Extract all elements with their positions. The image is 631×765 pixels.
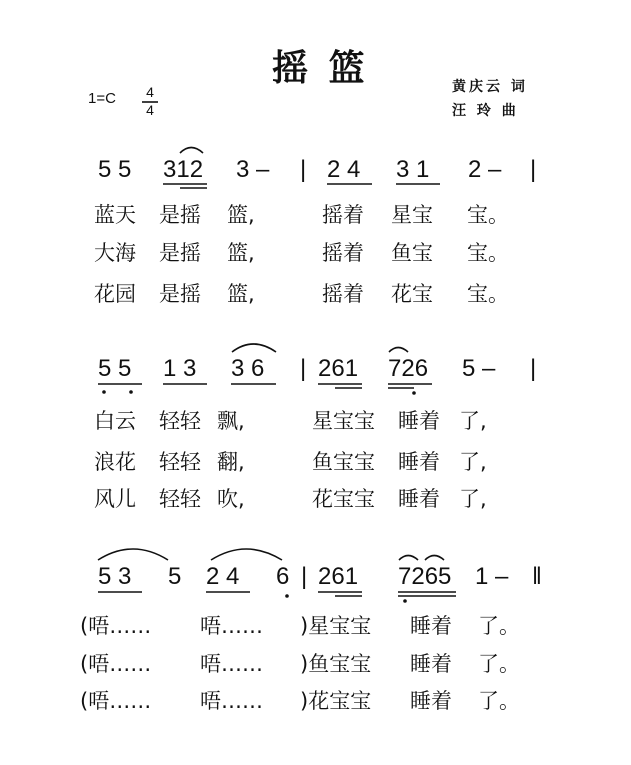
note-group: 5 [168,563,182,590]
time-signature-bottom: 4 [146,102,154,118]
lyric: 睡着 [398,487,440,511]
lyric: 翻, [217,450,245,474]
lyric: 是摇 [159,241,201,265]
slur [180,148,203,154]
lyric: (唔…… [80,689,152,713]
lyric: 轻轻 [159,487,201,511]
note-group: 5 5 [98,355,132,382]
lyric: 星宝 [391,203,433,227]
lyric: 睡着 [410,689,452,713]
barline: | [300,355,307,382]
lyric: 是摇 [159,203,201,227]
note-group: 5 – [462,355,496,382]
lyric: 风儿 [94,487,136,511]
note-group: 261 [318,563,359,590]
note-group: 3 1 [396,156,430,183]
note-group: 1 – [475,563,509,590]
lyric: 唔…… [200,652,263,676]
key-signature: 1=C [88,90,116,107]
slur [425,556,444,561]
composer-credit: 汪 玲 曲 [452,103,519,119]
lyric: 白云 [94,409,136,433]
lyric: )星宝宝 [300,614,372,638]
lyricist-credit: 黄庆云 词 [452,79,528,95]
barline: | [530,156,537,183]
lyric: 了, [459,409,487,433]
note-group: 3 – [236,156,270,183]
lyric: 宝。 [467,241,509,265]
note-group: 5 5 [98,156,132,183]
note-group: 726 [388,355,429,382]
lyric: 大海 [94,241,136,265]
time-signature-top: 4 [146,84,154,100]
lyric: 了。 [478,614,520,638]
slur [98,549,168,560]
slur [389,348,408,353]
lyric: 花园 [94,282,136,306]
slur [399,556,418,561]
barline: | [530,355,537,382]
lyric: 唔…… [200,689,263,713]
note-group: 7265 [398,563,452,590]
octave-dot [285,594,289,598]
octave-dot [403,599,407,603]
lyric: (唔…… [80,614,152,638]
lyric: 了。 [478,689,520,713]
song-title: 摇 篮 [272,47,369,89]
lyric: 浪花 [94,450,136,474]
lyric: 唔…… [200,614,263,638]
note-group: 6 [276,563,290,590]
lyric: 鱼宝宝 [312,450,375,474]
lyric: 是摇 [159,282,201,306]
slur [211,549,282,560]
lyric: 星宝宝 [312,409,375,433]
lyric: 摇着 [322,282,364,306]
lyric: 篮, [227,282,255,306]
octave-dot [129,390,133,394]
note-group: 2 4 [327,156,361,183]
lyric: 了, [459,450,487,474]
lyric: 花宝 [391,282,433,306]
lyric: 篮, [227,241,255,265]
lyric: 宝。 [467,282,509,306]
lyric: 蓝天 [94,203,136,227]
lyric: 摇着 [322,203,364,227]
note-group: 2 – [468,156,502,183]
lyric: 摇着 [322,241,364,265]
barline: | [300,156,307,183]
octave-dot [412,391,416,395]
lyric: 篮, [227,203,255,227]
lyric: 轻轻 [159,409,201,433]
note-group: 261 [318,355,359,382]
note-group: 2 4 [206,563,240,590]
octave-dot [102,390,106,394]
lyric: 了, [459,487,487,511]
lyric: 吹, [217,487,245,511]
barline: | [301,563,308,590]
lyric: 睡着 [398,409,440,433]
lyric: 了。 [478,652,520,676]
lyric: (唔…… [80,652,152,676]
final-barline: ‖ [532,563,542,590]
lyric: 睡着 [410,614,452,638]
lyric: 睡着 [398,450,440,474]
lyric: 花宝宝 [312,487,375,511]
note-group: 3 6 [231,355,265,382]
lyric: 睡着 [410,652,452,676]
note-group: 312 [163,156,204,183]
slur [232,344,276,352]
lyric: 飘, [217,409,245,433]
lyric: 鱼宝 [391,241,433,265]
note-group: 5 3 [98,563,132,590]
lyric: 宝。 [467,203,509,227]
lyric: )鱼宝宝 [300,652,372,676]
note-group: 1 3 [163,355,197,382]
lyric: 轻轻 [159,450,201,474]
lyric: )花宝宝 [300,689,372,713]
